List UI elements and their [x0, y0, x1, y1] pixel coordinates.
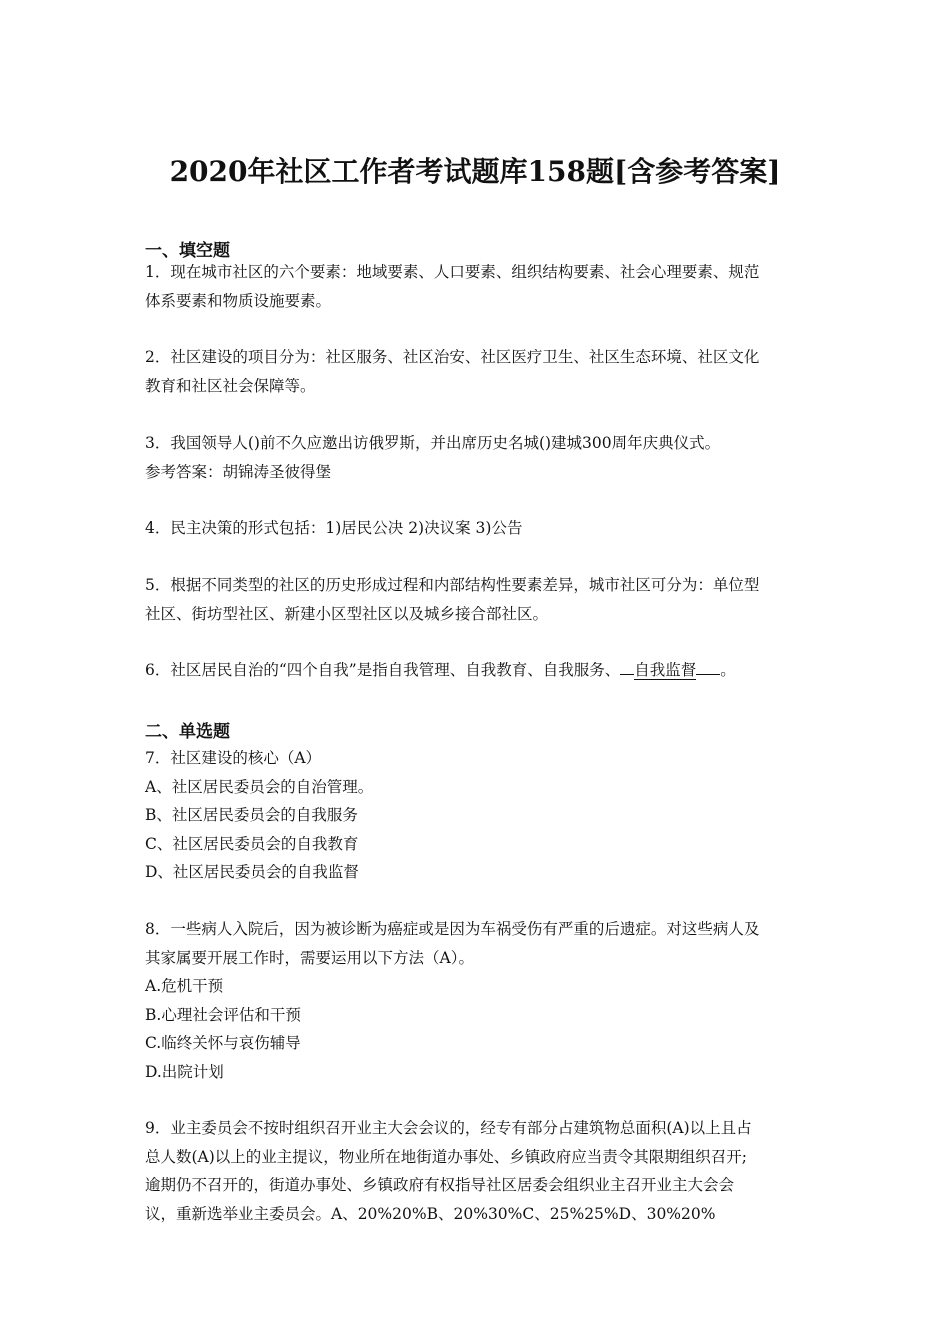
- section-heading-fill-blank: 一、填空题: [145, 241, 230, 261]
- question-6: [145, 656, 813, 685]
- question-7-stem: 7．社区建设的核心（A）: [145, 749, 322, 767]
- question-4: [145, 514, 813, 543]
- question-8-option-b: B.心理社会评估和干预: [145, 1005, 301, 1024]
- question-1: [145, 258, 813, 315]
- question-3-line-1: 3．我国领导人()前不久应邀出访俄罗斯，并出席历史名城()建城300周年庆典仪式。: [145, 434, 721, 452]
- question-4-line-1: 4．民主决策的形式包括：1)居民公决 2)决议案 3)公告: [145, 519, 523, 537]
- question-6-line-1: [145, 656, 813, 685]
- question-5: [145, 571, 813, 628]
- question-6-text: 6．社区居民自治的“四个自我”是指自我管理、自我教育、自我服务、: [145, 661, 621, 679]
- question-5-line-2: 社区、街坊型社区、新建小区型社区以及城乡接合部社区。: [145, 604, 549, 623]
- question-8-option-c: C.临终关怀与哀伤辅导: [145, 1034, 301, 1052]
- question-7: [145, 744, 813, 887]
- question-8-line-1: 8．一些病人入院后，因为被诊断为癌症或是因为车祸受伤有严重的后遗症。对这些病人及: [145, 920, 760, 938]
- question-7-option-d: D、社区居民委员会的自我监督: [145, 863, 359, 881]
- question-7-option-b: B、社区居民委员会的自我服务: [145, 806, 358, 824]
- question-2-line-2: 教育和社区社会保障等。: [145, 376, 316, 395]
- question-9-line-1: 9．业主委员会不按时组织召开业主大会会议的，经专有部分占建筑物总面积(A)以上且占: [145, 1119, 752, 1137]
- question-6-end: 。: [720, 661, 736, 679]
- question-9-line-2: 总人数(A)以上的业主提议，物业所在地街道办事处、乡镇政府应当责令其限期组织召开;: [145, 1147, 748, 1166]
- document-title: 2020年社区工作者考试题库158题[含参考答案]: [169, 155, 781, 188]
- question-6-blank-lead: [620, 656, 634, 675]
- question-9-line-3: 逾期仍不召开的，街道办事处、乡镇政府有权指导社区居委会组织业主召开业主大会会: [145, 1176, 735, 1194]
- question-6-answer: 自我监督: [634, 661, 697, 679]
- question-2: [145, 343, 813, 400]
- question-3: [145, 429, 813, 486]
- question-2-line-1: 2．社区建设的项目分为：社区服务、社区治安、社区医疗卫生、社区生态环境、社区文化: [145, 348, 760, 366]
- question-9: [145, 1114, 813, 1228]
- question-6-blank-tail: [696, 656, 720, 675]
- question-7-option-c: C、社区居民委员会的自我教育: [145, 834, 359, 853]
- question-8: [145, 915, 813, 1086]
- question-1-line-2: 体系要素和物质设施要素。: [145, 291, 332, 310]
- question-7-option-a: A、社区居民委员会的自治管理。: [145, 777, 374, 796]
- section-heading-single-choice: 二、单选题: [145, 722, 230, 742]
- question-8-line-2: 其家属要开展工作时，需要运用以下方法（A）。: [145, 948, 474, 967]
- question-9-line-4: 议，重新选举业主委员会。A、20%20%B、20%30%C、25%25%D、30%20%: [145, 1204, 716, 1223]
- question-5-line-1: 5．根据不同类型的社区的历史形成过程和内部结构性要素差异，城市社区可分为：单位型: [145, 576, 760, 594]
- question-3-answer: 参考答案：胡锦涛圣彼得堡: [145, 462, 332, 481]
- question-1-line-1: 1．现在城市社区的六个要素：地域要素、人口要素、组织结构要素、社会心理要素、规范: [145, 263, 760, 281]
- question-8-option-d: D.出院计划: [145, 1062, 224, 1081]
- question-8-option-a: A.危机干预: [145, 977, 224, 995]
